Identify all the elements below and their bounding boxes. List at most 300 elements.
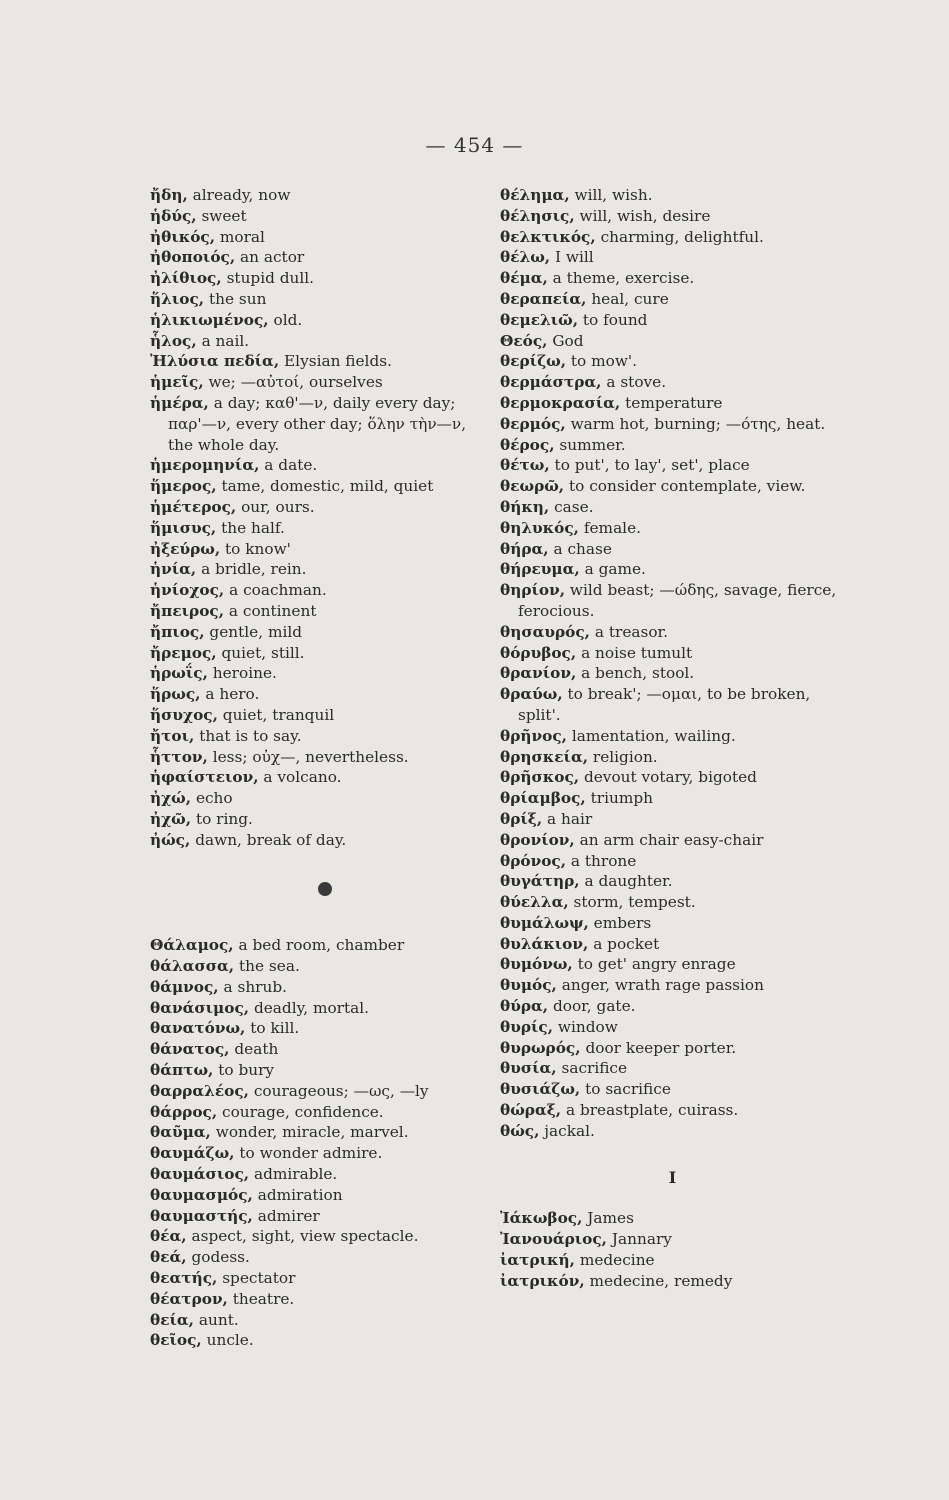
iota-section-heading: Ι	[668, 1167, 677, 1187]
dictionary-entry	[500, 1121, 845, 1142]
entry-definition: aspect, sight, view spectacle.	[186, 1227, 419, 1246]
entry-headword: ἡδύς,	[150, 206, 197, 225]
dictionary-entry	[500, 726, 845, 747]
dictionary-entry	[500, 1229, 845, 1250]
entry-headword: θάμνος,	[150, 977, 219, 996]
entry-headword: ἧττον,	[150, 747, 208, 766]
entry-definition: warm hot, burning; —ότης, heat.	[565, 414, 826, 433]
entry-headword: θέρος,	[500, 435, 555, 454]
dictionary-entry	[500, 1208, 845, 1229]
entry-definition: a bed room, chamber	[233, 936, 405, 955]
dictionary-entry	[150, 1330, 480, 1351]
entry-definition: the half.	[216, 518, 285, 537]
entry-headword: θάρρος,	[150, 1102, 218, 1121]
entry-definition: I will	[550, 248, 594, 267]
entry-headword: θυσιάζω,	[500, 1080, 581, 1099]
dictionary-entry	[150, 788, 480, 809]
dictionary-entry	[150, 518, 480, 539]
dictionary-entry	[500, 331, 845, 352]
dictionary-entry	[500, 559, 845, 580]
dictionary-entry	[150, 622, 480, 643]
entry-definition: an actor	[235, 248, 305, 267]
dictionary-entry	[150, 539, 480, 560]
entry-headword: ἡρωΐς,	[150, 664, 208, 683]
dictionary-entry	[500, 435, 845, 456]
entry-headword: θώς,	[500, 1121, 540, 1140]
dictionary-entry	[150, 455, 480, 476]
dictionary-entry	[150, 393, 480, 455]
entry-headword: θρῆνος,	[500, 726, 567, 745]
entry-definition: medecine, remedy	[584, 1271, 733, 1290]
entry-definition: charming, delightful.	[595, 227, 764, 246]
entry-definition: anger, wrath rage passion	[556, 976, 764, 995]
dictionary-entry	[500, 455, 845, 476]
dictionary-entry	[150, 1289, 480, 1310]
entry-definition: James	[582, 1209, 634, 1228]
entry-headword: θρίξ,	[500, 809, 543, 828]
dictionary-entry	[500, 1017, 845, 1038]
entry-definition: a nail.	[196, 331, 250, 350]
entry-headword: θαυμαστής,	[150, 1206, 253, 1225]
dictionary-entry	[500, 871, 845, 892]
entry-definition: summer.	[554, 435, 626, 454]
entry-headword: θύελλα,	[500, 893, 569, 912]
entry-definition: to know'	[220, 539, 291, 558]
entry-headword: θησαυρός,	[500, 622, 591, 641]
theta-ornament-icon	[318, 882, 332, 896]
entry-definition: window	[553, 1017, 618, 1036]
dictionary-entry	[150, 247, 480, 268]
entry-headword: θόρυβος,	[500, 643, 577, 662]
entry-definition: a volcano.	[258, 768, 342, 787]
entry-definition: lamentation, wailing.	[566, 726, 736, 745]
entry-headword: ἥμερος,	[150, 477, 217, 496]
entry-definition: a breastplate, cuirass.	[561, 1101, 739, 1120]
entry-headword: Θεός,	[500, 331, 548, 350]
entry-headword: θυγάτηρ,	[500, 872, 580, 891]
dictionary-entry	[500, 476, 845, 497]
dictionary-entry	[150, 684, 480, 705]
dictionary-entry	[150, 1122, 480, 1143]
entry-definition: will, wish, desire	[574, 206, 711, 225]
dictionary-entry	[150, 1310, 480, 1331]
dictionary-entry	[500, 684, 845, 726]
entry-definition: medecine	[574, 1251, 655, 1270]
entry-definition: a date.	[259, 456, 318, 475]
entry-definition: a shrub.	[218, 977, 288, 996]
entry-headword: θρησκεία,	[500, 747, 589, 766]
entry-headword: ἥρως,	[150, 685, 201, 704]
entry-definition: that is to say.	[194, 726, 302, 745]
entry-headword: ἥσυχος,	[150, 705, 218, 724]
dictionary-entry	[500, 767, 845, 788]
entry-headword: ἰατρική,	[500, 1251, 575, 1270]
entry-headword: θανατόνω,	[150, 1019, 246, 1038]
entry-headword: θέμα,	[500, 269, 548, 288]
dictionary-entry	[150, 1247, 480, 1268]
entry-headword: ἧλος,	[150, 331, 197, 350]
dictionary-entry	[150, 1081, 480, 1102]
entry-headword: θυρωρός,	[500, 1038, 581, 1057]
entry-headword: θυρίς,	[500, 1017, 554, 1036]
dictionary-entry	[150, 227, 480, 248]
dictionary-entry	[500, 851, 845, 872]
dictionary-entry	[150, 1268, 480, 1289]
dictionary-entry	[150, 1143, 480, 1164]
entry-headword: θεμελιῶ,	[500, 310, 579, 329]
dictionary-entry	[500, 1250, 845, 1271]
entry-headword: θελκτικός,	[500, 227, 596, 246]
entry-definition: door, gate.	[548, 997, 636, 1016]
entry-headword: θεία,	[150, 1310, 195, 1329]
dictionary-entry	[500, 809, 845, 830]
entry-definition: to bury	[213, 1061, 275, 1080]
entry-definition: Jannary	[607, 1230, 672, 1249]
entry-definition: a game.	[579, 560, 646, 579]
entry-definition: to found	[578, 310, 648, 329]
entry-definition: to get' angry enrage	[572, 955, 736, 974]
dictionary-entry	[150, 1226, 480, 1247]
entry-definition: tame, domestic, mild, quiet	[216, 477, 434, 496]
entry-headword: θερίζω,	[500, 352, 567, 371]
dictionary-entry	[150, 372, 480, 393]
dictionary-entry	[150, 643, 480, 664]
dictionary-entry	[150, 1185, 480, 1206]
entry-definition: to wonder admire.	[234, 1144, 383, 1163]
entry-definition: temperature	[620, 393, 723, 412]
dictionary-entry	[500, 747, 845, 768]
dictionary-entry	[150, 289, 480, 310]
entry-headword: ἡνίοχος,	[150, 581, 225, 600]
entry-definition: to sacrifice	[580, 1080, 671, 1099]
entry-definition: a chase	[548, 539, 612, 558]
entry-headword: θαυμασμός,	[150, 1185, 253, 1204]
dictionary-entry	[500, 414, 845, 435]
dictionary-entry	[150, 747, 480, 768]
entry-headword: ἡνία,	[150, 560, 197, 579]
entry-definition: a continent	[224, 601, 317, 620]
entry-definition: a theme, exercise.	[547, 269, 695, 288]
entry-headword: ἡλικιωμένος,	[150, 310, 269, 329]
entry-headword: θανάσιμος,	[150, 998, 250, 1017]
entry-headword: θέατρον,	[150, 1289, 228, 1308]
entry-definition: a treasor.	[590, 622, 669, 641]
entry-definition: wonder, miracle, marvel.	[210, 1123, 409, 1142]
entry-definition: a coachman.	[224, 581, 327, 600]
entry-definition: to put', to lay', set', place	[549, 456, 750, 475]
entry-definition: an arm chair easy-chair	[574, 830, 764, 849]
entry-definition: a stove.	[601, 373, 667, 392]
theta-entries-left	[150, 935, 480, 1351]
dictionary-entry	[500, 351, 845, 372]
entry-headword: ἥλιος,	[150, 289, 205, 308]
entry-headword: θρόνος,	[500, 851, 567, 870]
dictionary-entry	[500, 1271, 845, 1292]
entry-definition: jackal.	[539, 1121, 595, 1140]
entry-definition: quiet, still.	[216, 643, 305, 662]
dictionary-entry	[500, 663, 845, 684]
entry-headword: ἤπειρος,	[150, 601, 225, 620]
dictionary-entry	[150, 185, 480, 206]
dictionary-entry	[150, 705, 480, 726]
entry-headword: ἠλίθιος,	[150, 269, 222, 288]
entry-headword: ἡμερομηνία,	[150, 456, 260, 475]
dictionary-entry	[150, 331, 480, 352]
entry-headword: θέτω,	[500, 456, 550, 475]
entry-headword: θύρα,	[500, 997, 549, 1016]
entry-headword: θέλω,	[500, 248, 551, 267]
dictionary-entry	[500, 622, 845, 643]
entry-definition: case.	[549, 497, 594, 516]
entry-headword: θρῆσκος,	[500, 768, 580, 787]
entry-headword: θεῖος,	[150, 1331, 202, 1350]
entry-headword: θυλάκιον,	[500, 934, 589, 953]
dictionary-entry	[150, 956, 480, 977]
entry-definition: to consider contemplate, view.	[564, 477, 806, 496]
entry-headword: ἡφαίστειον,	[150, 768, 259, 787]
entry-definition: echo	[191, 789, 233, 808]
dictionary-entry	[500, 580, 845, 622]
eta-entries	[150, 185, 480, 851]
entry-headword: ἠθοποιός,	[150, 248, 236, 267]
entry-headword: ἰατρικόν,	[500, 1271, 585, 1290]
entry-definition: door keeper porter.	[580, 1038, 737, 1057]
entry-definition: triumph	[585, 789, 653, 808]
dictionary-entry	[150, 1039, 480, 1060]
entry-definition: dawn, break of day.	[190, 830, 347, 849]
right-column	[500, 185, 845, 1292]
entry-headword: Ἠλύσια πεδία,	[150, 352, 280, 371]
dictionary-entry	[500, 393, 845, 414]
entry-definition: spectator	[217, 1269, 296, 1288]
dictionary-entry	[150, 935, 480, 956]
entry-definition: to mow'.	[566, 352, 637, 371]
dictionary-entry	[150, 809, 480, 830]
entry-headword: Θάλαμος,	[150, 936, 234, 955]
entry-definition: a throne	[566, 851, 637, 870]
dictionary-entry	[150, 1164, 480, 1185]
dictionary-entry	[500, 934, 845, 955]
entry-headword: θρονίον,	[500, 830, 575, 849]
entry-definition: a hair	[542, 809, 593, 828]
entry-headword: θέλησις,	[500, 206, 575, 225]
dictionary-entry	[150, 1060, 480, 1081]
entry-definition: storm, tempest.	[568, 893, 696, 912]
entry-headword: θαρραλέος,	[150, 1081, 249, 1100]
theta-entries-right	[500, 185, 845, 1142]
dictionary-entry	[500, 830, 845, 851]
dictionary-entry	[150, 268, 480, 289]
entry-headword: θερμάστρα,	[500, 373, 602, 392]
entry-headword: ἠχῶ,	[150, 809, 192, 828]
dictionary-entry	[150, 663, 480, 684]
entry-definition: admirer	[252, 1206, 320, 1225]
entry-headword: ἡμεῖς,	[150, 373, 204, 392]
entry-headword: θηλυκός,	[500, 518, 579, 537]
entry-definition: gentle, mild	[204, 622, 303, 641]
dictionary-entry	[150, 206, 480, 227]
entry-headword: θυμόνω,	[500, 955, 573, 974]
entry-definition: uncle.	[201, 1331, 254, 1350]
entry-headword: ἤπιος,	[150, 622, 205, 641]
dictionary-entry	[500, 996, 845, 1017]
entry-headword: θερμός,	[500, 414, 566, 433]
entry-definition: the sea.	[234, 957, 300, 976]
entry-definition: already, now	[187, 186, 291, 204]
dictionary-entry	[150, 559, 480, 580]
entry-definition: will, wish.	[569, 186, 653, 204]
entry-headword: θυμός,	[500, 976, 557, 995]
entry-definition: admirable.	[249, 1165, 338, 1184]
entry-headword: Ἰάκωβος,	[500, 1209, 583, 1228]
entry-definition: to ring.	[191, 809, 253, 828]
entry-headword: θεά,	[150, 1248, 187, 1267]
page-number: — 454 —	[425, 133, 524, 157]
entry-headword: ἡμέτερος,	[150, 497, 237, 516]
theta-section-ornament	[150, 881, 480, 902]
dictionary-entry	[500, 372, 845, 393]
entry-definition: embers	[588, 913, 652, 932]
entry-definition: death	[229, 1040, 279, 1059]
entry-headword: θρανίον,	[500, 664, 577, 683]
entry-definition: we; —αὐτοί, ourselves	[203, 373, 383, 392]
entry-definition: a pocket	[588, 934, 660, 953]
dictionary-entry	[500, 518, 845, 539]
dictionary-entry	[500, 643, 845, 664]
dictionary-entry	[150, 310, 480, 331]
entry-headword: Ἰανουάριος,	[500, 1230, 608, 1249]
dictionary-entry	[500, 247, 845, 268]
dictionary-entry	[500, 1058, 845, 1079]
entry-definition: a bench, stool.	[576, 664, 695, 683]
entry-headword: ἡμέρα,	[150, 393, 209, 412]
entry-definition: to break'; —ομαι, to be broken, split'.	[518, 685, 811, 724]
entry-definition: our, ours.	[236, 497, 315, 516]
entry-definition: courageous; —ως, —ly	[248, 1081, 429, 1100]
entry-definition: wild beast; —ώδης, savage, fierce, ferocious.	[518, 581, 837, 620]
dictionary-entry	[150, 767, 480, 788]
dictionary-entry	[500, 975, 845, 996]
dictionary-entry	[150, 1102, 480, 1123]
entry-definition: devout votary, bigoted	[579, 768, 757, 787]
entry-headword: ἥμισυς,	[150, 518, 217, 537]
dictionary-entry	[500, 289, 845, 310]
entry-definition: less; οὐχ—, nevertheless.	[207, 747, 409, 766]
entry-headword: ἤρεμος,	[150, 643, 217, 662]
entry-headword: ἠχώ,	[150, 789, 192, 808]
entry-headword: θρίαμβος,	[500, 789, 586, 808]
entry-headword: θήρευμα,	[500, 560, 580, 579]
dictionary-entry	[500, 497, 845, 518]
entry-headword: ἤτοι,	[150, 726, 195, 745]
left-column	[150, 185, 480, 1351]
entry-definition: religion.	[588, 747, 658, 766]
entry-headword: θώραξ,	[500, 1101, 562, 1120]
iota-entries	[500, 1208, 845, 1291]
entry-definition: deadly, mortal.	[249, 998, 369, 1017]
entry-headword: θραύω,	[500, 685, 563, 704]
entry-headword: θήρα,	[500, 539, 549, 558]
dictionary-entry	[500, 227, 845, 248]
entry-headword: θυμάλωψ,	[500, 913, 589, 932]
dictionary-entry	[150, 1206, 480, 1227]
entry-definition: the sun	[204, 289, 267, 308]
entry-headword: ἠξεύρω,	[150, 539, 221, 558]
dictionary-entry	[150, 497, 480, 518]
entry-headword: θεωρῶ,	[500, 477, 565, 496]
entry-definition: to kill.	[245, 1019, 300, 1038]
entry-definition: moral	[215, 227, 265, 246]
entry-headword: ἤδη,	[150, 186, 188, 204]
entry-headword: θαυμάσιος,	[150, 1165, 250, 1184]
dictionary-entry	[500, 1100, 845, 1121]
entry-definition: aunt.	[194, 1310, 239, 1329]
dictionary-entry	[150, 726, 480, 747]
dictionary-entry	[150, 601, 480, 622]
entry-definition: old.	[268, 310, 303, 329]
entry-definition: a noise tumult	[576, 643, 693, 662]
entry-headword: θεραπεία,	[500, 289, 587, 308]
dictionary-entry	[150, 977, 480, 998]
entry-definition: a daughter.	[579, 872, 673, 891]
dictionary-entry	[150, 580, 480, 601]
entry-headword: θεατής,	[150, 1269, 218, 1288]
entry-definition: admiration	[252, 1185, 343, 1204]
dictionary-entry	[150, 998, 480, 1019]
entry-headword: θάλασσα,	[150, 957, 235, 976]
dictionary-entry	[500, 310, 845, 331]
entry-headword: θηρίον,	[500, 581, 566, 600]
entry-definition: Elysian fields.	[279, 352, 392, 371]
entry-headword: θάνατος,	[150, 1040, 230, 1059]
entry-definition: godess.	[186, 1248, 250, 1267]
dictionary-entry	[500, 1038, 845, 1059]
dictionary-entry	[500, 206, 845, 227]
entry-definition: heroine.	[207, 664, 277, 683]
dictionary-entry	[500, 539, 845, 560]
dictionary-entry	[150, 1018, 480, 1039]
dictionary-entry	[500, 892, 845, 913]
entry-headword: θάπτω,	[150, 1061, 214, 1080]
entry-headword: θαυμάζω,	[150, 1144, 235, 1163]
entry-definition: a hero.	[200, 685, 260, 704]
entry-headword: θαῦμα,	[150, 1123, 211, 1142]
dictionary-entry	[500, 185, 845, 206]
dictionary-entry	[500, 788, 845, 809]
entry-headword: θυσία,	[500, 1059, 557, 1078]
dictionary-entry	[500, 1079, 845, 1100]
entry-definition: theatre.	[227, 1289, 295, 1308]
dictionary-entry	[500, 913, 845, 934]
entry-definition: heal, cure	[586, 289, 669, 308]
entry-definition: stupid dull.	[221, 269, 315, 288]
dictionary-entry	[150, 351, 480, 372]
dictionary-entry	[150, 476, 480, 497]
entry-definition: God	[547, 331, 584, 350]
entry-definition: courage, confidence.	[217, 1102, 384, 1121]
entry-definition: a bridle, rein.	[196, 560, 307, 579]
entry-headword: ἠθικός,	[150, 227, 216, 246]
dictionary-entry	[500, 268, 845, 289]
entry-headword: θέα,	[150, 1227, 187, 1246]
entry-definition: sacrifice	[556, 1059, 628, 1078]
entry-definition: quiet, tranquil	[217, 705, 335, 724]
entry-definition: a day; καθ'—ν, daily every day; παρ'—ν, every other day; ὅλην τὴν—ν, the whole day.	[168, 393, 467, 454]
entry-headword: ἠώς,	[150, 830, 191, 849]
entry-headword: θερμοκρασία,	[500, 393, 621, 412]
entry-headword: θήκη,	[500, 497, 550, 516]
entry-definition: sweet	[196, 206, 247, 225]
